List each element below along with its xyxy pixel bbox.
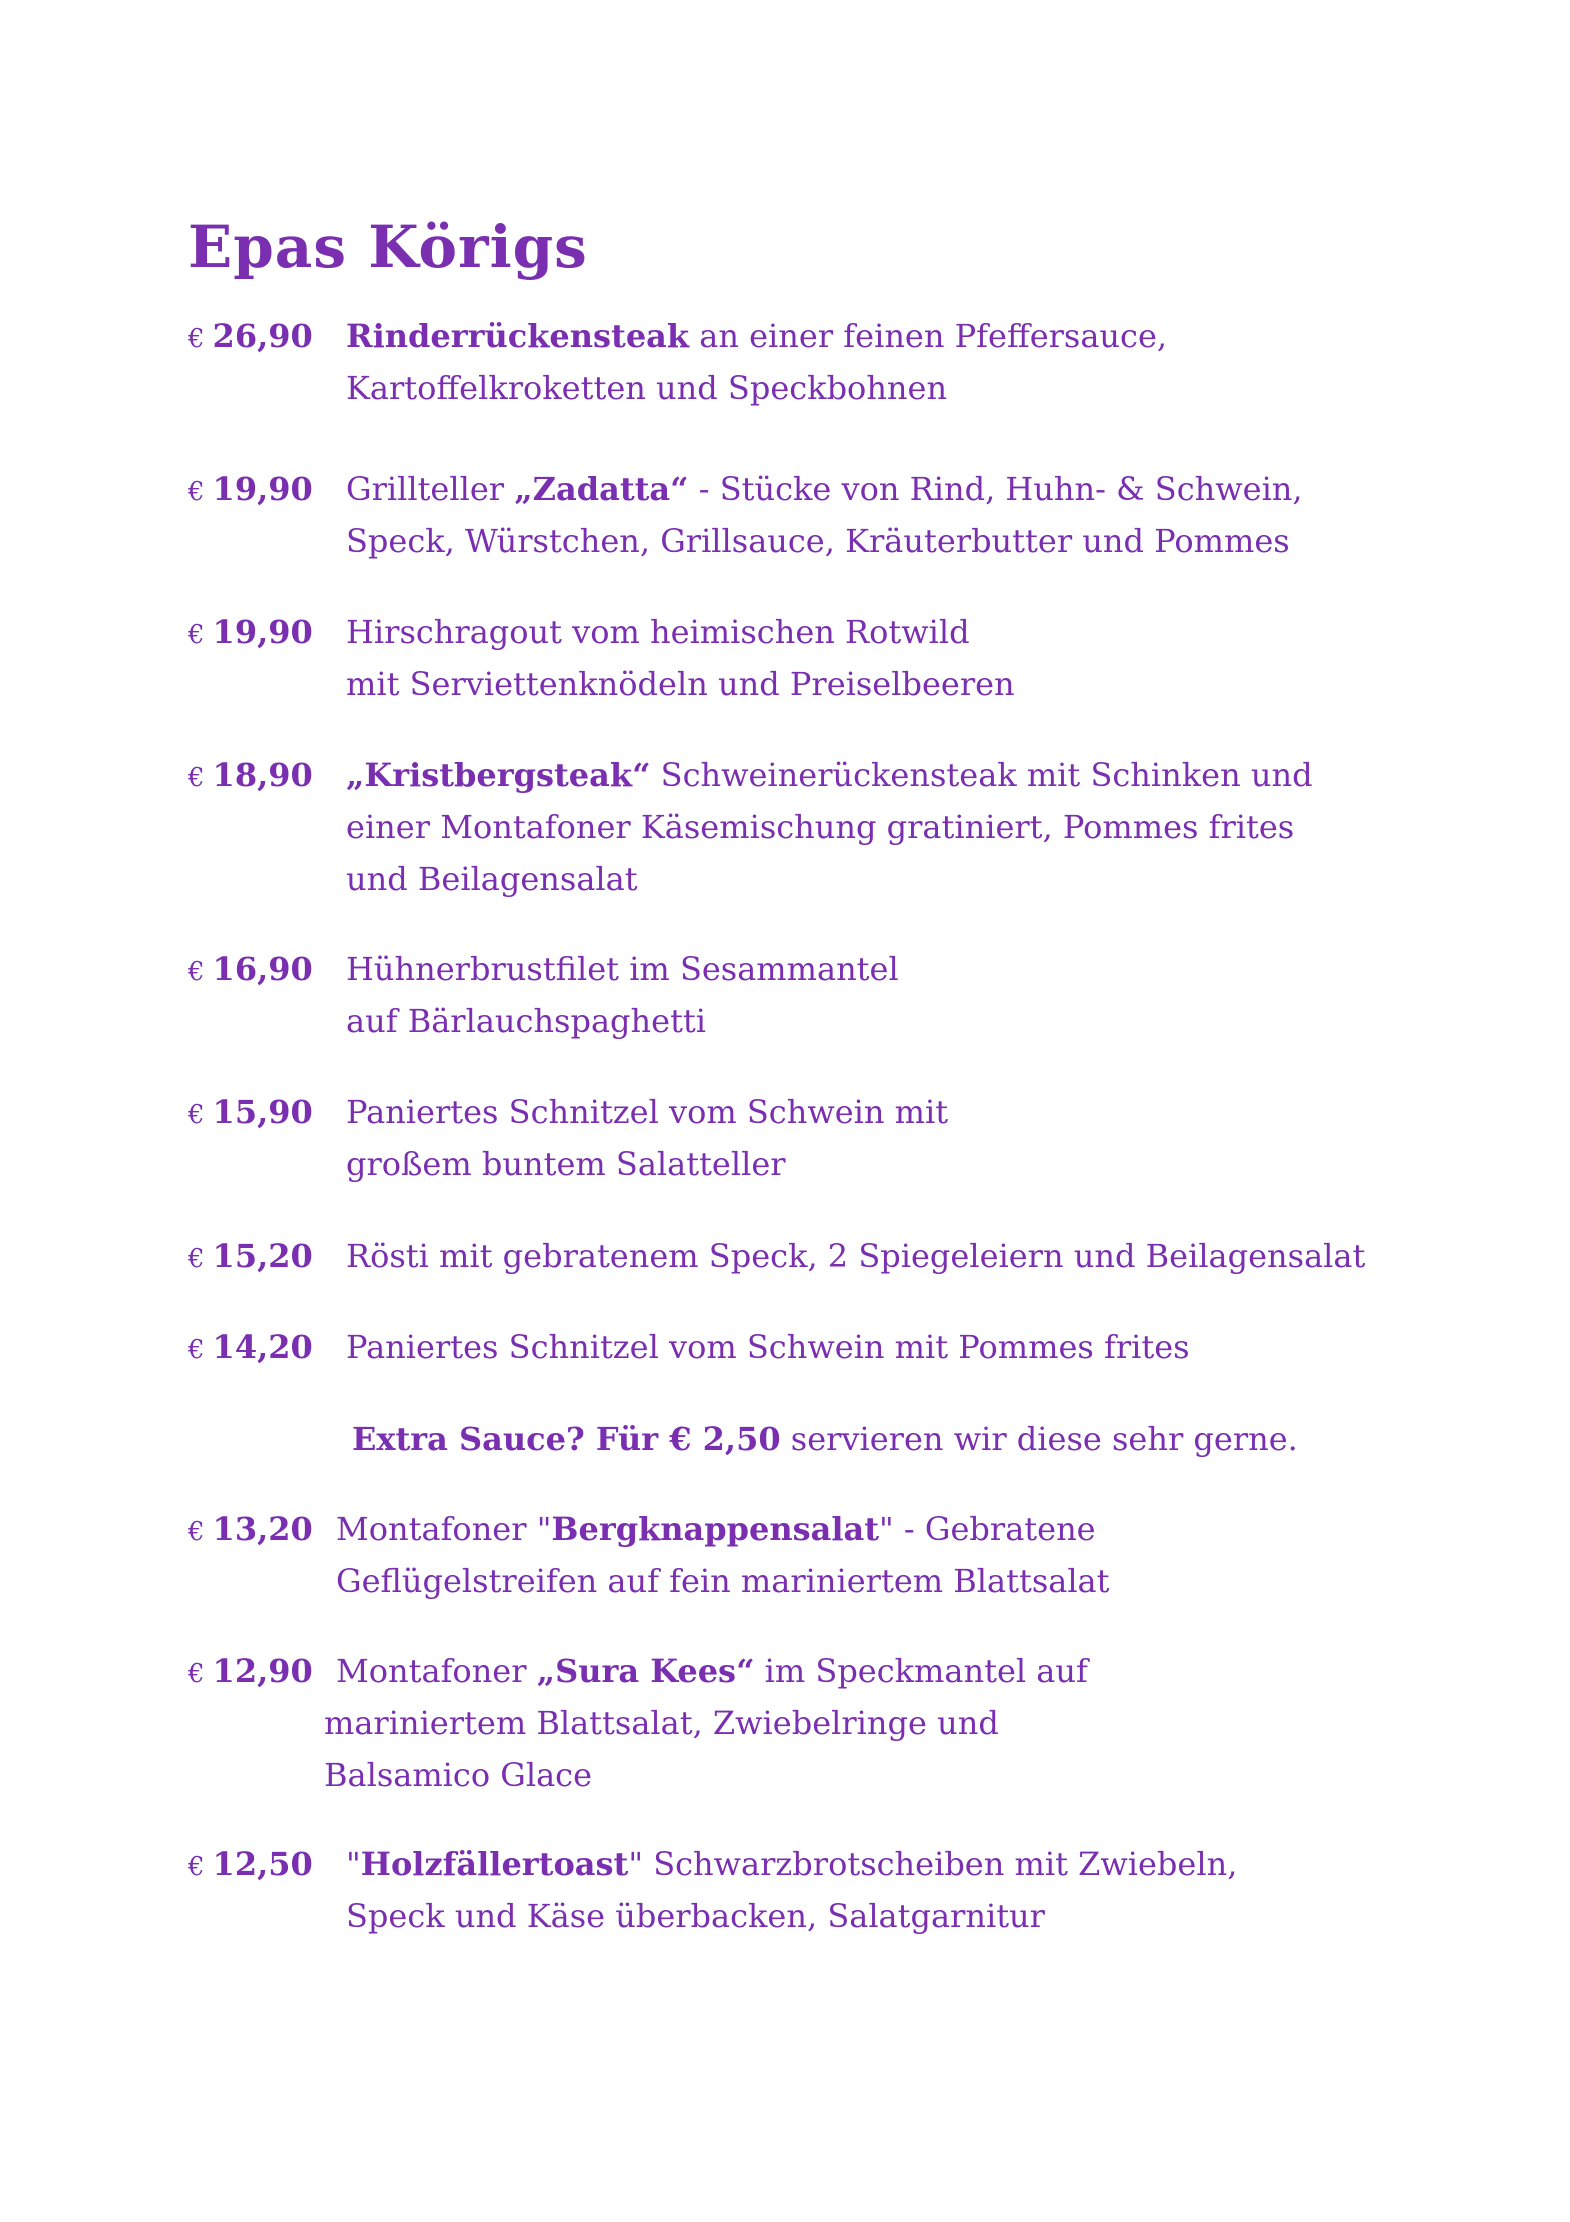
- currency-symbol: €: [188, 1659, 205, 1689]
- item-price: [188, 606, 313, 661]
- description-line: [346, 606, 1436, 658]
- currency-symbol: €: [188, 1100, 205, 1130]
- item-description: [324, 1645, 1426, 1801]
- item-price: [188, 1230, 313, 1285]
- description-line: [346, 1138, 1436, 1190]
- price-amount: 13,20: [212, 1510, 313, 1548]
- description-line: [346, 995, 1436, 1047]
- description-line: [346, 1321, 1436, 1373]
- price-amount: 19,90: [212, 470, 313, 508]
- description-text: im Speckmantel auf: [754, 1652, 1088, 1690]
- description-line: [346, 1086, 1436, 1138]
- item-price: [188, 463, 313, 518]
- item-description: [346, 1230, 1436, 1282]
- item-price: [188, 749, 313, 804]
- description-text: Paniertes Schnitzel vom Schwein mit Pommes frites: [346, 1328, 1190, 1366]
- dish-name: Bergknappensalat: [551, 1510, 880, 1548]
- description-line: [346, 362, 1436, 414]
- item-description: [346, 1086, 1436, 1190]
- description-line: [336, 1555, 1426, 1607]
- description-text: Kartoffelkroketten und Speckbohnen: [346, 369, 948, 407]
- currency-symbol: €: [188, 1335, 205, 1365]
- item-description: [346, 1321, 1436, 1373]
- description-text: Paniertes Schnitzel vom Schwein mit: [346, 1093, 949, 1131]
- description-line: [346, 853, 1436, 905]
- currency-symbol: €: [188, 1852, 205, 1882]
- dish-name: Holzfällertoast: [360, 1845, 629, 1883]
- description-text: großem buntem Salatteller: [346, 1145, 786, 1183]
- item-price: [188, 310, 313, 365]
- item-description: [336, 1503, 1426, 1607]
- description-text: Montafoner ": [336, 1510, 552, 1548]
- description-line: [346, 1838, 1436, 1890]
- description-text: einer Montafoner Käsemischung gratiniert, Pommes frites: [346, 808, 1295, 846]
- item-price: [188, 1838, 313, 1893]
- menu-title: Epas Körigs: [188, 213, 588, 281]
- price-amount: 12,50: [212, 1845, 313, 1883]
- description-text: mariniertem Blattsalat, Zwiebelringe und: [324, 1704, 999, 1742]
- price-amount: 12,90: [212, 1652, 313, 1690]
- description-text: Schweinerückensteak mit Schinken und: [650, 756, 1313, 794]
- price-amount: 15,90: [212, 1093, 313, 1131]
- price-amount: 15,20: [212, 1237, 313, 1275]
- description-line: [346, 658, 1436, 710]
- description-text: mit Serviettenknödeln und Preiselbeeren: [346, 665, 1015, 703]
- item-description: [346, 749, 1436, 905]
- description-text: Hühnerbrustfilet im Sesammantel: [346, 950, 899, 988]
- description-text: und Beilagensalat: [346, 860, 638, 898]
- item-description: [346, 943, 1436, 1047]
- description-line: [346, 310, 1436, 362]
- dish-name: „Zadatta“: [514, 470, 689, 508]
- description-text: " - Gebratene: [879, 1510, 1096, 1548]
- dish-name: „Kristbergsteak“: [346, 756, 651, 794]
- price-amount: 19,90: [212, 613, 313, 651]
- note-text: servieren wir diese sehr gerne.: [780, 1420, 1298, 1458]
- description-text: Grillteller: [346, 470, 515, 508]
- description-text: Speck, Würstchen, Grillsauce, Kräuterbutter und Pommes: [346, 522, 1290, 560]
- currency-symbol: €: [188, 1517, 205, 1547]
- price-amount: 16,90: [212, 950, 313, 988]
- description-line: [346, 943, 1436, 995]
- description-line: [346, 515, 1436, 567]
- description-text: Hirschragout vom heimischen Rotwild: [346, 613, 970, 651]
- note-highlight: Extra Sauce? Für € 2,50: [352, 1420, 781, 1458]
- description-line: [336, 1645, 1426, 1697]
- description-line: [346, 1890, 1436, 1942]
- description-text: auf Bärlauchspaghetti: [346, 1002, 707, 1040]
- description-text: ": [346, 1845, 361, 1883]
- currency-symbol: €: [188, 324, 205, 354]
- currency-symbol: €: [188, 477, 205, 507]
- description-text: - Stücke von Rind, Huhn- & Schwein,: [688, 470, 1303, 508]
- price-amount: 26,90: [212, 317, 313, 355]
- price-amount: 14,20: [212, 1328, 313, 1366]
- description-line: [324, 1697, 1426, 1749]
- currency-symbol: €: [188, 620, 205, 650]
- item-price: [188, 1645, 313, 1700]
- description-line: [336, 1503, 1426, 1555]
- item-price: [188, 1503, 313, 1558]
- description-text: Speck und Käse überbacken, Salatgarnitur: [346, 1897, 1045, 1935]
- description-line: [346, 1230, 1436, 1282]
- description-text: Montafoner: [336, 1652, 537, 1690]
- description-line: [346, 463, 1436, 515]
- currency-symbol: €: [188, 1244, 205, 1274]
- description-text: Balsamico Glace: [324, 1756, 592, 1794]
- description-line: [346, 749, 1436, 801]
- item-price: [188, 1321, 313, 1376]
- item-description: [346, 1838, 1436, 1942]
- item-description: [346, 310, 1436, 414]
- description-line: [324, 1749, 1426, 1801]
- dish-name: Rinderrückensteak: [346, 317, 690, 355]
- currency-symbol: €: [188, 763, 205, 793]
- description-text: an einer feinen Pfeffersauce,: [689, 317, 1168, 355]
- item-description: [346, 606, 1436, 710]
- dish-name: „Sura Kees“: [536, 1652, 755, 1690]
- item-price: [188, 943, 313, 998]
- description-line: [346, 801, 1436, 853]
- description-text: Geflügelstreifen auf fein mariniertem Blattsalat: [336, 1562, 1110, 1600]
- currency-symbol: €: [188, 957, 205, 987]
- price-amount: 18,90: [212, 756, 313, 794]
- item-description: [346, 463, 1436, 567]
- description-text: Rösti mit gebratenem Speck, 2 Spiegeleiern und Beilagensalat: [346, 1237, 1366, 1275]
- description-text: " Schwarzbrotscheiben mit Zwiebeln,: [628, 1845, 1238, 1883]
- item-price: [188, 1086, 313, 1141]
- extra-sauce-note: [352, 1413, 1298, 1465]
